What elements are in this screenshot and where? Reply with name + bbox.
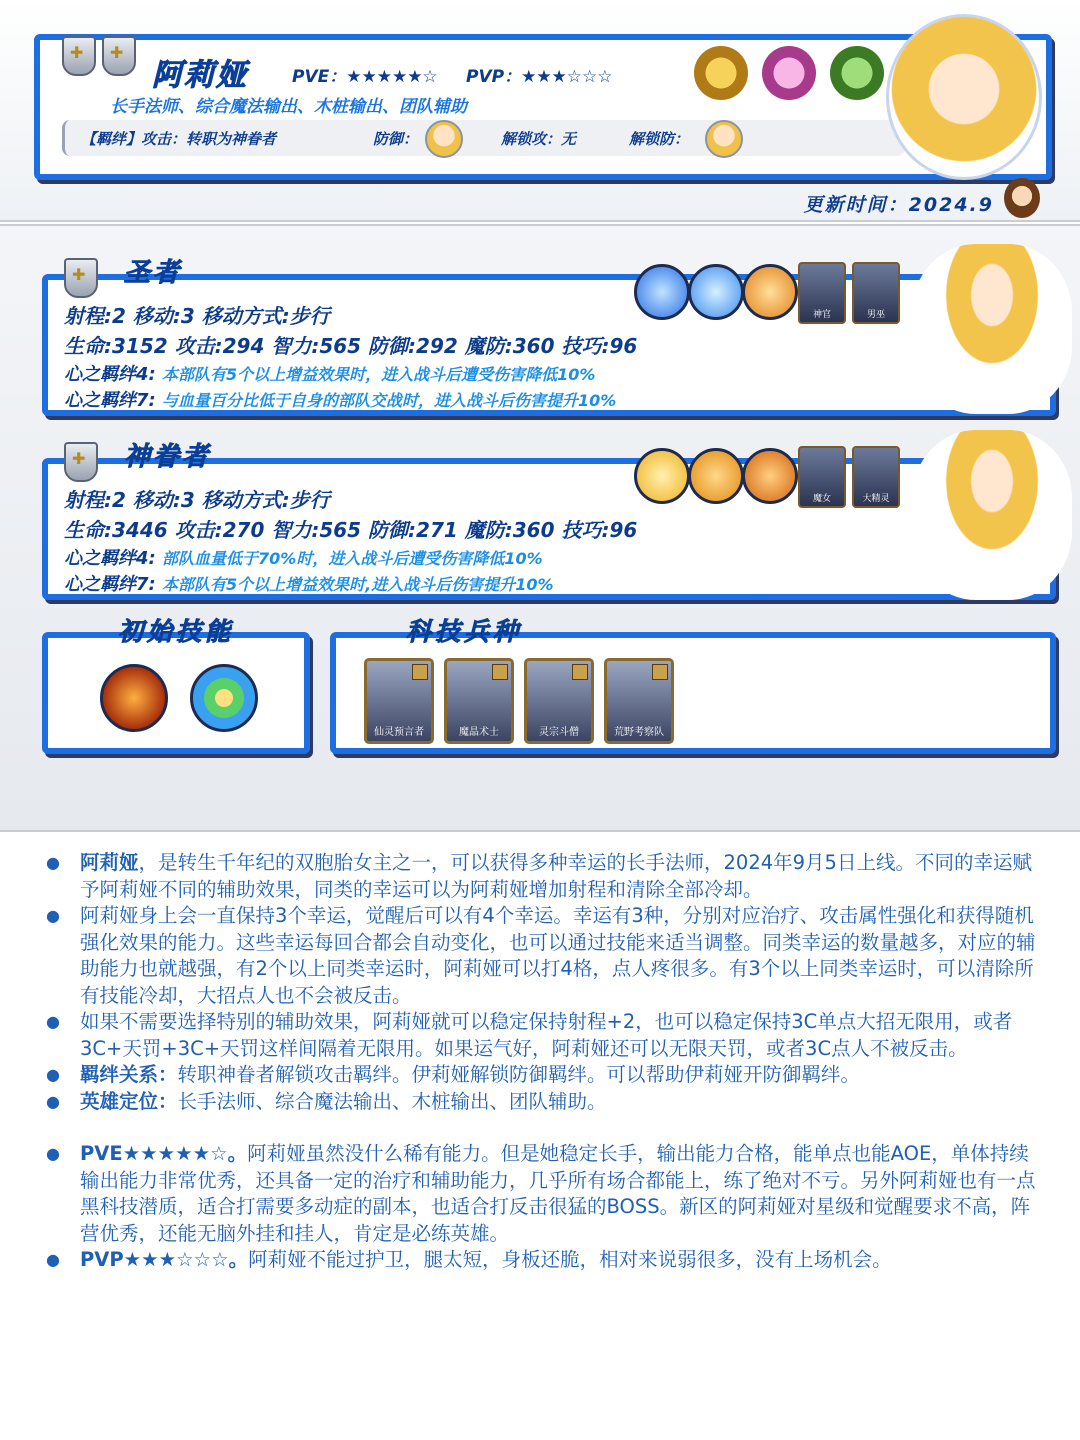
note-text: 如果不需要选择特别的辅助效果，阿莉娅就可以稳定保持射程+2，也可以稳定保持3C单点大招无限用，或者3C+天罚+3C+天罚这样间隔着无限用。如果运气好，阿莉娅还可以无限天罚，或者3C点人不被反击。 [80, 1010, 1013, 1060]
note-item [46, 1062, 1036, 1089]
unit-name: 魔女 [812, 494, 831, 504]
bond-defense-avatar [425, 120, 463, 158]
hero-portrait [886, 14, 1042, 180]
bond-attack: 【羁绊】攻击：转职为神眷者 [81, 130, 277, 148]
class-panel-blessed [42, 442, 1056, 600]
class-name: 圣者 [124, 258, 183, 288]
note-bold: 羁绊关系： [80, 1063, 178, 1086]
bond7-text: 本部队有5个以上增益效果时,进入战斗后伤害提升10% [162, 575, 554, 594]
tech-unit-card[interactable] [604, 658, 674, 744]
skill-holy-icon[interactable] [634, 448, 690, 504]
note-bold: PVP★★★☆☆☆。 [80, 1248, 249, 1271]
tech-unit-card[interactable] [444, 658, 514, 744]
blessed-chibi [912, 430, 1072, 600]
tier-icon [572, 664, 588, 680]
note-text: 阿莉娅身上会一直保持3个幸运，觉醒后可以有4个幸运。幸运有3种，分别对应治疗、攻击属性强化和获得随机强化效果的能力。这些幸运每回合都会自动变化，也可以通过技能来适当调整。同类幸运的数量越多，对应的辅助能力也就越强，有2个以上同类幸运时，阿莉娅可以打4格，点人疼很多。有3个以上同类幸运时，可以清除所有技能冷却，大招点人也不会被反击。 [80, 904, 1036, 1007]
note-bold: 阿莉娅 [80, 851, 139, 874]
bond4-text: 本部队有5个以上增益效果时，进入战斗后遭受伤害降低10% [162, 365, 596, 384]
class-move-line: 射程:2 移动:3 移动方式:步行 [64, 304, 330, 328]
shield-badge-icon [830, 46, 884, 100]
unlock-attack: 解锁攻：无 [501, 130, 577, 148]
note-text: 阿莉娅不能过护卫，腿太短，身板还脆，相对来说弱很多，没有上场机会。 [248, 1248, 892, 1271]
note-text: 长手法师、综合魔法输出、木桩输出、团队辅助。 [177, 1089, 607, 1113]
note-bold: PVE★★★★★☆。 [80, 1142, 248, 1165]
bond4-label: 心之羁绊4: [64, 548, 156, 569]
star-badge-icon [694, 46, 748, 100]
tech-unit-name: 魔晶术士 [459, 727, 499, 738]
bond-defense: 防御： [373, 130, 419, 148]
bond7-label: 心之羁绊7: [64, 574, 156, 595]
bond7-label: 心之羁绊7: [64, 390, 156, 411]
shield-icon [64, 258, 98, 298]
tech-unit-card[interactable] [364, 658, 434, 744]
initial-skills-panel [42, 617, 310, 754]
bond7-text: 与血量百分比低于自身的部队交战时，进入战斗后伤害提升10% [162, 391, 617, 410]
mascot-avatar [1004, 178, 1040, 218]
update-time: 更新时间：2024.9 [803, 194, 994, 216]
tier-icon [492, 664, 508, 680]
hero-name: 阿莉娅 [152, 58, 248, 93]
unlock-defense-avatar [705, 120, 743, 158]
note-item [46, 850, 1036, 903]
class-stats-line: 生命:3446 攻击:270 智力:565 防御:271 魔防:360 技巧:96 [64, 518, 638, 542]
class-stats-line: 生命:3152 攻击:294 智力:565 防御:292 魔防:360 技巧:96 [64, 334, 638, 358]
pvp-rating: PVP：★★★☆☆☆ [466, 67, 613, 87]
hero-roles: 长手法师、综合魔法输出、木桩输出、团队辅助 [110, 97, 467, 117]
tech-unit-name: 仙灵预言者 [374, 727, 424, 738]
unit-name: 男巫 [866, 310, 885, 320]
shield-icon [62, 36, 96, 76]
class-name: 神眷者 [124, 442, 212, 472]
notes-section [46, 850, 1036, 1274]
bond-row [62, 120, 905, 156]
unit-card[interactable] [852, 446, 900, 508]
tier-icon [652, 664, 668, 680]
unit-card[interactable] [798, 446, 846, 508]
pve-rating: PVE：★★★★★☆ [292, 67, 438, 87]
tech-unit-name: 荒野考察队 [614, 727, 664, 738]
skill-swirl-icon[interactable] [688, 448, 744, 504]
tech-unit-name: 灵宗斗僧 [539, 727, 579, 738]
tech-units-title: 科技兵种 [406, 617, 523, 646]
unit-name: 大精灵 [862, 494, 890, 504]
skill-fire-icon[interactable] [742, 264, 798, 320]
tech-unit-card[interactable] [524, 658, 594, 744]
skill-light-icon[interactable] [688, 264, 744, 320]
note-text: ，是转生千年纪的双胞胎女主之一，可以获得多种幸运的长手法师，2024年9月5日上线。不同的幸运赋予阿莉娅不同的辅助效果，同类的幸运可以为阿莉娅增加射程和清除全部冷却。 [80, 851, 1032, 901]
bond4-text: 部队血量低于70%时，进入战斗后遭受伤害降低10% [162, 549, 543, 568]
unit-name: 神官 [812, 310, 831, 320]
initial-skills-title: 初始技能 [118, 617, 235, 646]
unit-card[interactable] [798, 262, 846, 324]
skill-burst-icon[interactable] [742, 448, 798, 504]
note-item [46, 1247, 1036, 1274]
meteor-skill-icon[interactable] [100, 664, 168, 732]
shield-icon [64, 442, 98, 482]
unlock-defense: 解锁防： [629, 130, 690, 148]
note-item [46, 1141, 1036, 1247]
crown-badge-icon [762, 46, 816, 100]
shield-icon [102, 36, 136, 76]
tier-icon [412, 664, 428, 680]
note-item [46, 903, 1036, 1009]
note-text: 转职神眷者解锁攻击羁绊。伊莉娅解锁防御羁绊。可以帮助伊莉娅开防御羁绊。 [177, 1063, 861, 1086]
class-panel-saint [42, 258, 1056, 416]
skill-ice-icon[interactable] [634, 264, 690, 320]
note-item [46, 1089, 1036, 1116]
note-text: 阿莉娅虽然没什么稀有能力。但是她稳定长手，输出能力合格，能单点也能AOE，单体持续输出能力非常优秀，还具备一定的治疗和辅助能力，几乎所有场合都能上，练了绝对不亏。另外阿莉娅也有一点黑科技潜质，适合打需要多动症的副本，也适合打反击很猛的BOSS。新区的阿莉娅对星级和觉醒要求不高，阵营优秀，还能无脑外挂和挂人，肯定是必练英雄。 [80, 1142, 1036, 1245]
unit-card[interactable] [852, 262, 900, 324]
tech-units-panel [330, 617, 1056, 754]
note-item [46, 1009, 1036, 1062]
saint-chibi [912, 244, 1072, 414]
class-move-line: 射程:2 移动:3 移动方式:步行 [64, 488, 330, 512]
luck-orbs-skill-icon[interactable] [190, 664, 258, 732]
note-bold: 英雄定位： [80, 1089, 178, 1113]
bond4-label: 心之羁绊4: [64, 364, 156, 385]
